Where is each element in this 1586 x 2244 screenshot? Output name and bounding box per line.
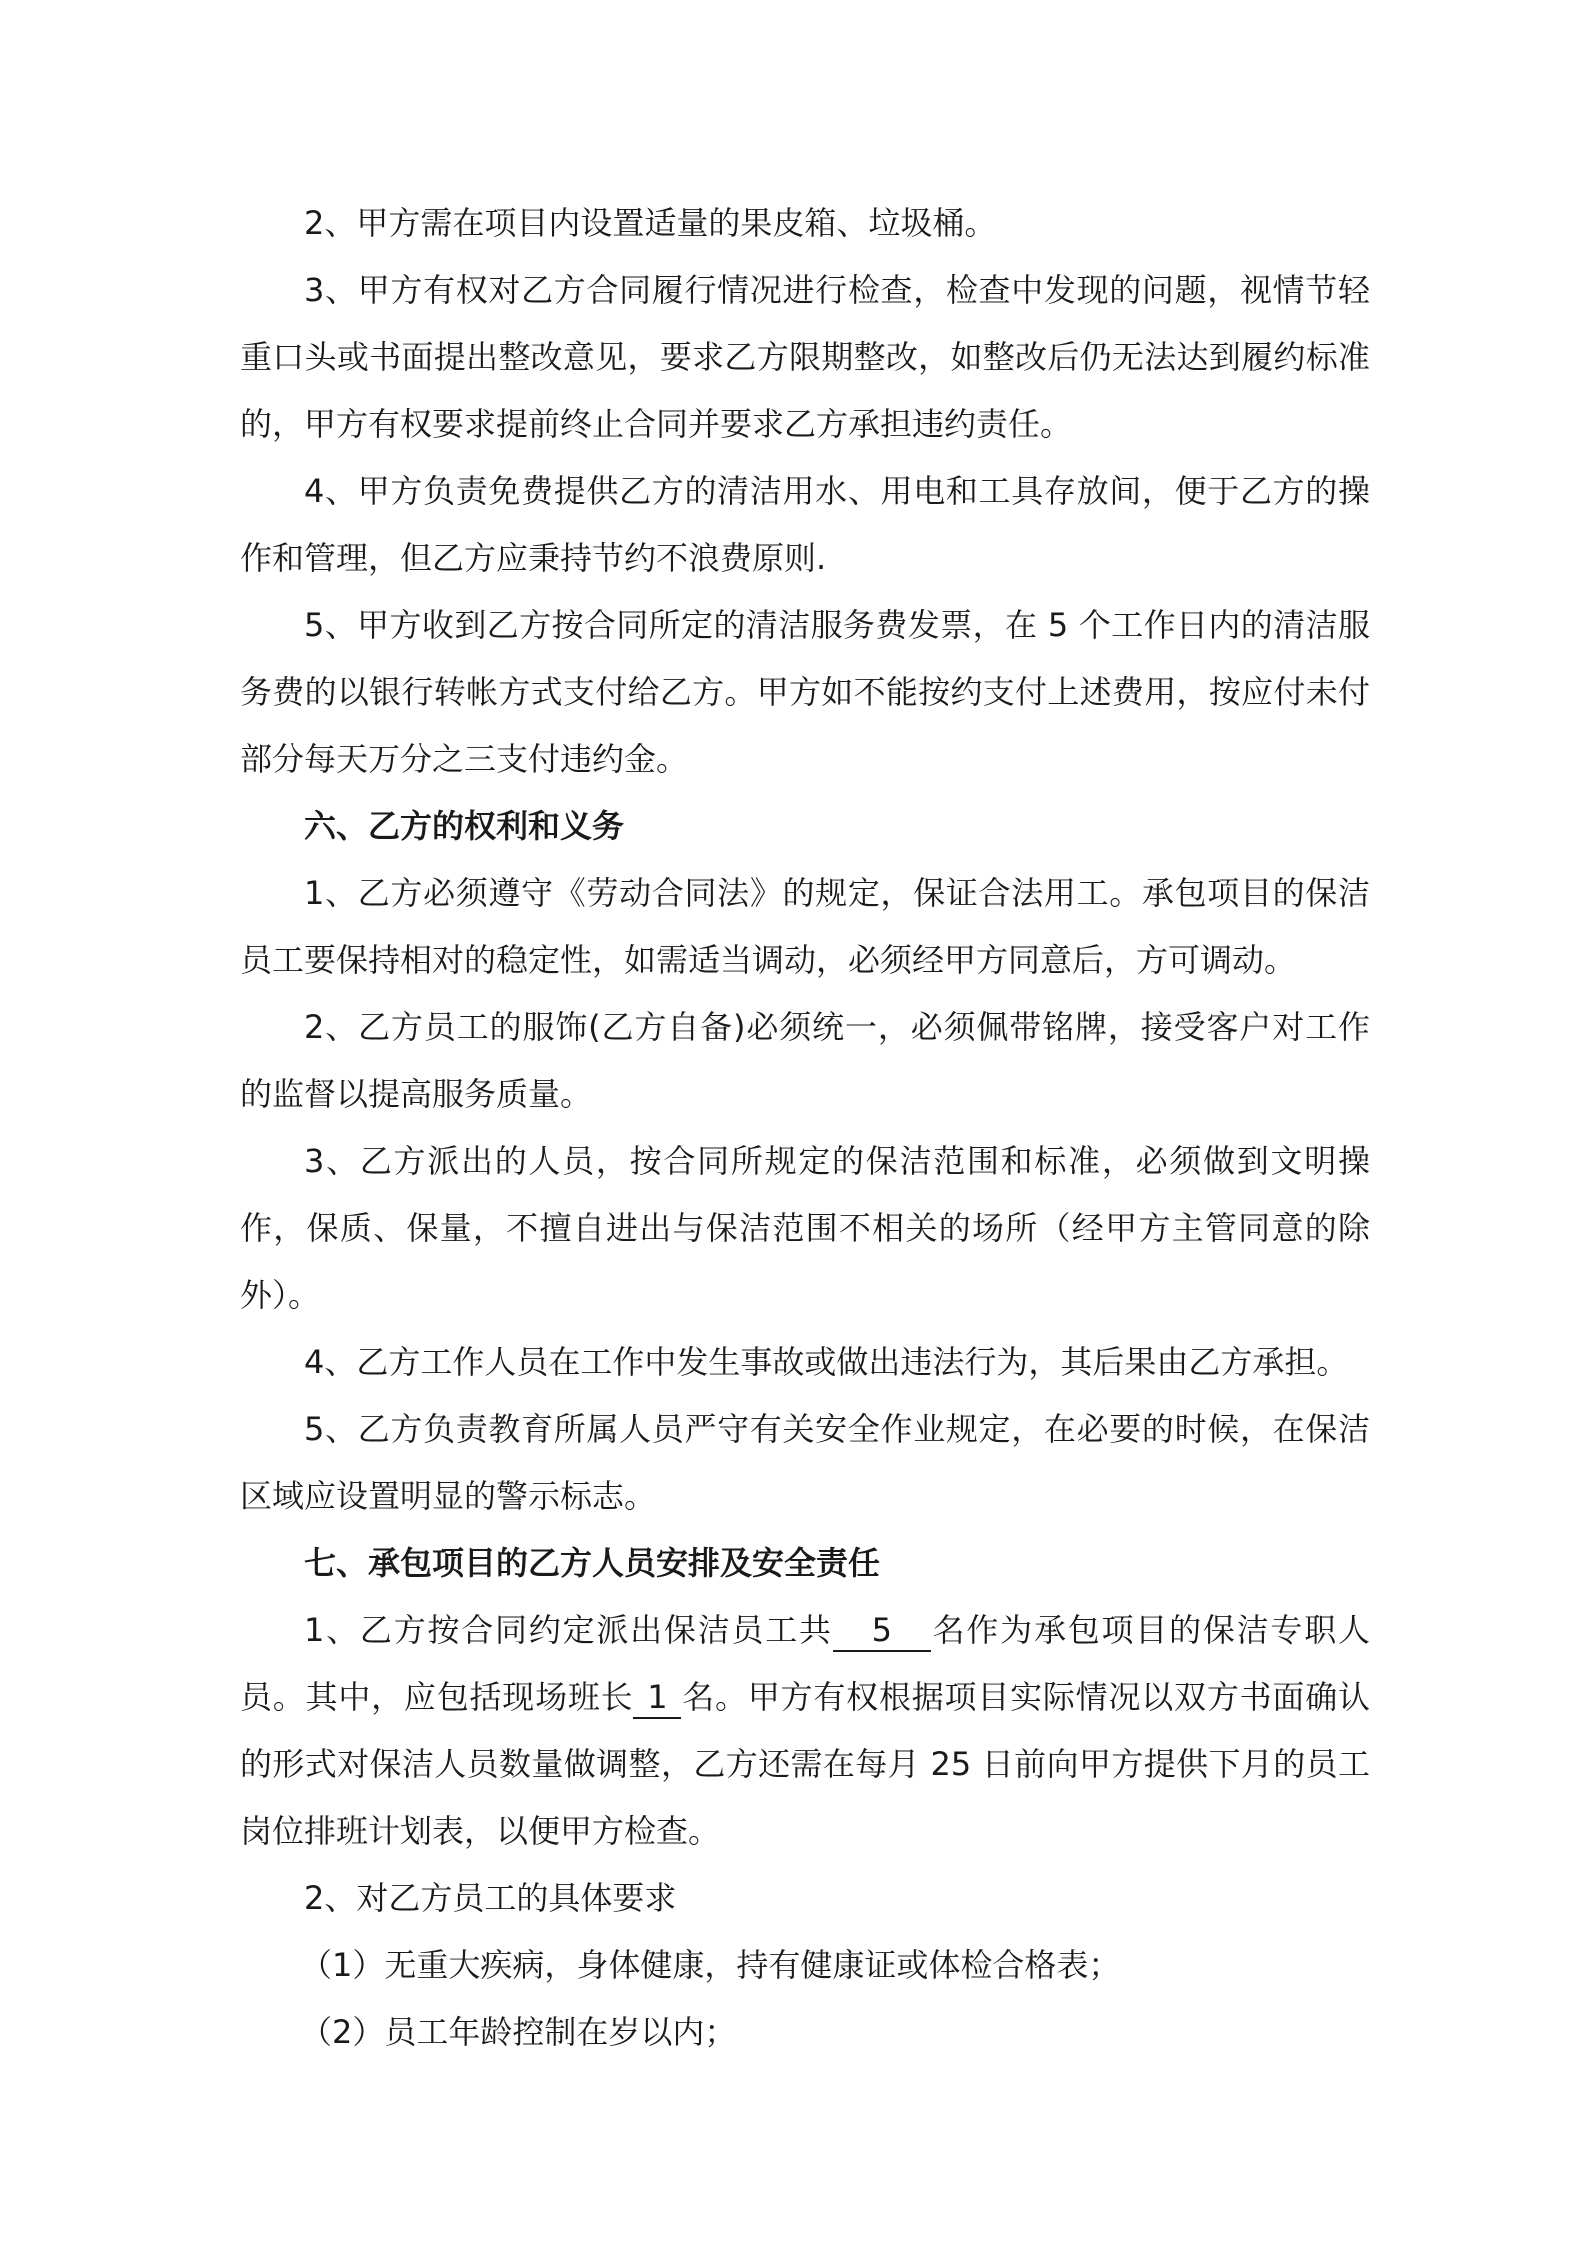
staffing-item-1 <box>240 1597 1370 1865</box>
requirement-2: （2）员工年龄控制在岁以内； <box>300 2013 737 2051</box>
contract-page <box>240 190 1370 2066</box>
party-a-item-5: 5、甲方收到乙方按合同所定的清洁服务费发票，在 5 个工作日内的清洁服务费的以银行转帐方式支付给乙方。甲方如不能按约支付上述费用，按应付未付部分每天万分之三支付违约金。 <box>240 606 1370 778</box>
party-b-item-2: 2、乙方员工的服饰(乙方自备)必须统一，必须佩带铭牌，接受客户对工作的监督以提高服务质量。 <box>240 1008 1370 1113</box>
staffing-item-1-text-b: 名作为承包项目的保洁专职人员。其中，应包括现场班长 <box>240 1611 1370 1716</box>
section-six-heading: 六、乙方的权利和义务 <box>304 807 625 845</box>
leader-count-field: 1 <box>633 1677 681 1719</box>
party-b-item-3: 3、乙方派出的人员，按合同所规定的保洁范围和标准，必须做到文明操作，保质、保量，不擅自进出与保洁范围不相关的场所（经甲方主管同意的除外）。 <box>240 1142 1370 1314</box>
party-b-item-5: 5、乙方负责教育所属人员严守有关安全作业规定，在必要的时候，在保洁区域应设置明显的警示标志。 <box>240 1410 1370 1515</box>
section-seven-heading: 七、承包项目的乙方人员安排及安全责任 <box>304 1544 881 1582</box>
party-b-item-4: 4、乙方工作人员在工作中发生事故或做出违法行为，其后果由乙方承担。 <box>304 1343 1349 1381</box>
staff-count-field: 5 <box>833 1610 931 1652</box>
staffing-item-1-text-a: 1、乙方按合同约定派出保洁员工共 <box>304 1611 833 1649</box>
party-a-item-2: 2、甲方需在项目内设置适量的果皮箱、垃圾桶。 <box>304 204 997 242</box>
party-a-item-4: 4、甲方负责免费提供乙方的清洁用水、用电和工具存放间，便于乙方的操作和管理，但乙方应秉持节约不浪费原则. <box>240 472 1370 577</box>
staffing-item-1-text-c: 名。甲方有权根据项目实际情况以双方书面确认的形式对保洁人员数量做调整，乙方还需在每月 25 日前向甲方提供下月的员工岗位排班计划表，以便甲方检查。 <box>240 1678 1370 1850</box>
requirement-1: （1）无重大疾病，身体健康，持有健康证或体检合格表； <box>300 1946 1121 1984</box>
party-a-item-3: 3、甲方有权对乙方合同履行情况进行检查，检查中发现的问题，视情节轻重口头或书面提出整改意见，要求乙方限期整改，如整改后仍无法达到履约标准的，甲方有权要求提前终止合同并要求乙方承担违约责任。 <box>240 271 1370 443</box>
party-b-item-1: 1、乙方必须遵守《劳动合同法》的规定，保证合法用工。承包项目的保洁员工要保持相对的稳定性，如需适当调动，必须经甲方同意后，方可调动。 <box>240 874 1370 979</box>
staffing-item-2: 2、对乙方员工的具体要求 <box>304 1879 677 1917</box>
